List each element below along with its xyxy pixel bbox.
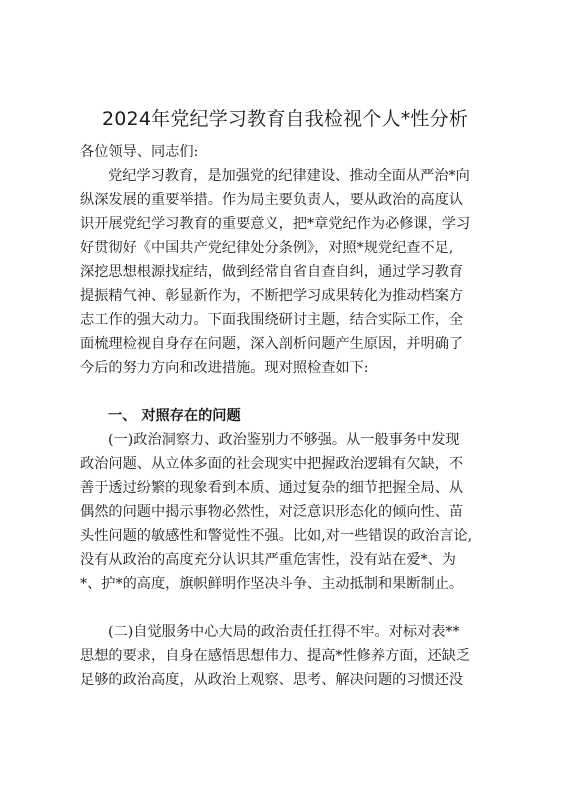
problem-item-1-line: (一)政治洞察力、政治鉴别力不够强。从一般事务中发现	[108, 432, 460, 448]
intro-paragraph	[80, 164, 500, 380]
intro-line: 今后的努力方向和改进措施。现对照检查如下:	[80, 360, 369, 376]
problem-item-1-line: 没有从政治的高度充分认识其严重危害性，没有站在爱*、为	[80, 552, 456, 568]
problem-item-1-line: 政治问题、从立体多面的社会现实中把握政治逻辑有欠缺，不	[80, 456, 464, 472]
problem-item-2-line: 足够的政治高度，从政治上观察、思考、解决问题的习惯还没	[80, 672, 464, 688]
problem-item-1	[80, 428, 500, 596]
problem-item-2-line: (二)自觉服务中心大局的政治责任扛得不牢。对标对表**	[108, 624, 460, 640]
intro-line: 志工作的强大动力。下面我围绕研讨主题，结合实际工作，全	[80, 312, 464, 328]
intro-line: 识开展党纪学习教育的重要意义，把*章党纪作为必修课，学习	[80, 216, 471, 232]
section-heading: 一、 对照存在的问题	[108, 408, 241, 424]
problem-item-2	[80, 620, 500, 692]
problem-item-2-line: 思想的要求，自身在感悟思想伟力、提高*性修养方面，还缺乏	[80, 648, 471, 664]
intro-line: 党纪学习教育，是加强党的纪律建设、推动全面从严治*向	[108, 168, 470, 184]
greeting	[80, 140, 500, 164]
intro-line: 纵深发展的重要举措。作为局主要负责人，要从政治的高度认	[80, 192, 464, 208]
intro-line: 面梳理检视自身存在问题，深入剖析问题产生原因，并明确了	[80, 336, 464, 352]
intro-line: 提振精气神、彰显新作为，不断把学习成果转化为推动档案方	[80, 288, 464, 304]
document-title: 2024年党纪学习教育自我检视个人*性分析	[101, 108, 469, 130]
problem-item-1-line: 善于透过纷繁的现象看到本质、通过复杂的细节把握全局、从	[80, 480, 464, 496]
intro-line: 好贯彻好《中国共产党纪律处分条例》，对照*规党纪查不足,	[80, 240, 454, 256]
problem-item-1-line: *、护*的高度，旗帜鲜明作坚决斗争、主动抵制和果断制止。	[80, 576, 464, 592]
intro-line: 深挖思想根源找症结，做到经常自省自查自纠，通过学习教育	[80, 264, 464, 280]
greeting-line: 各位领导、同志们:	[80, 144, 199, 160]
problem-item-1-line: 偶然的问题中揭示事物必然性，对泛意识形态化的倾向性、苗	[80, 504, 464, 520]
problem-item-1-line: 头性问题的敏感性和警觉性不强。比如,对一些错误的政治言论,	[80, 528, 473, 544]
